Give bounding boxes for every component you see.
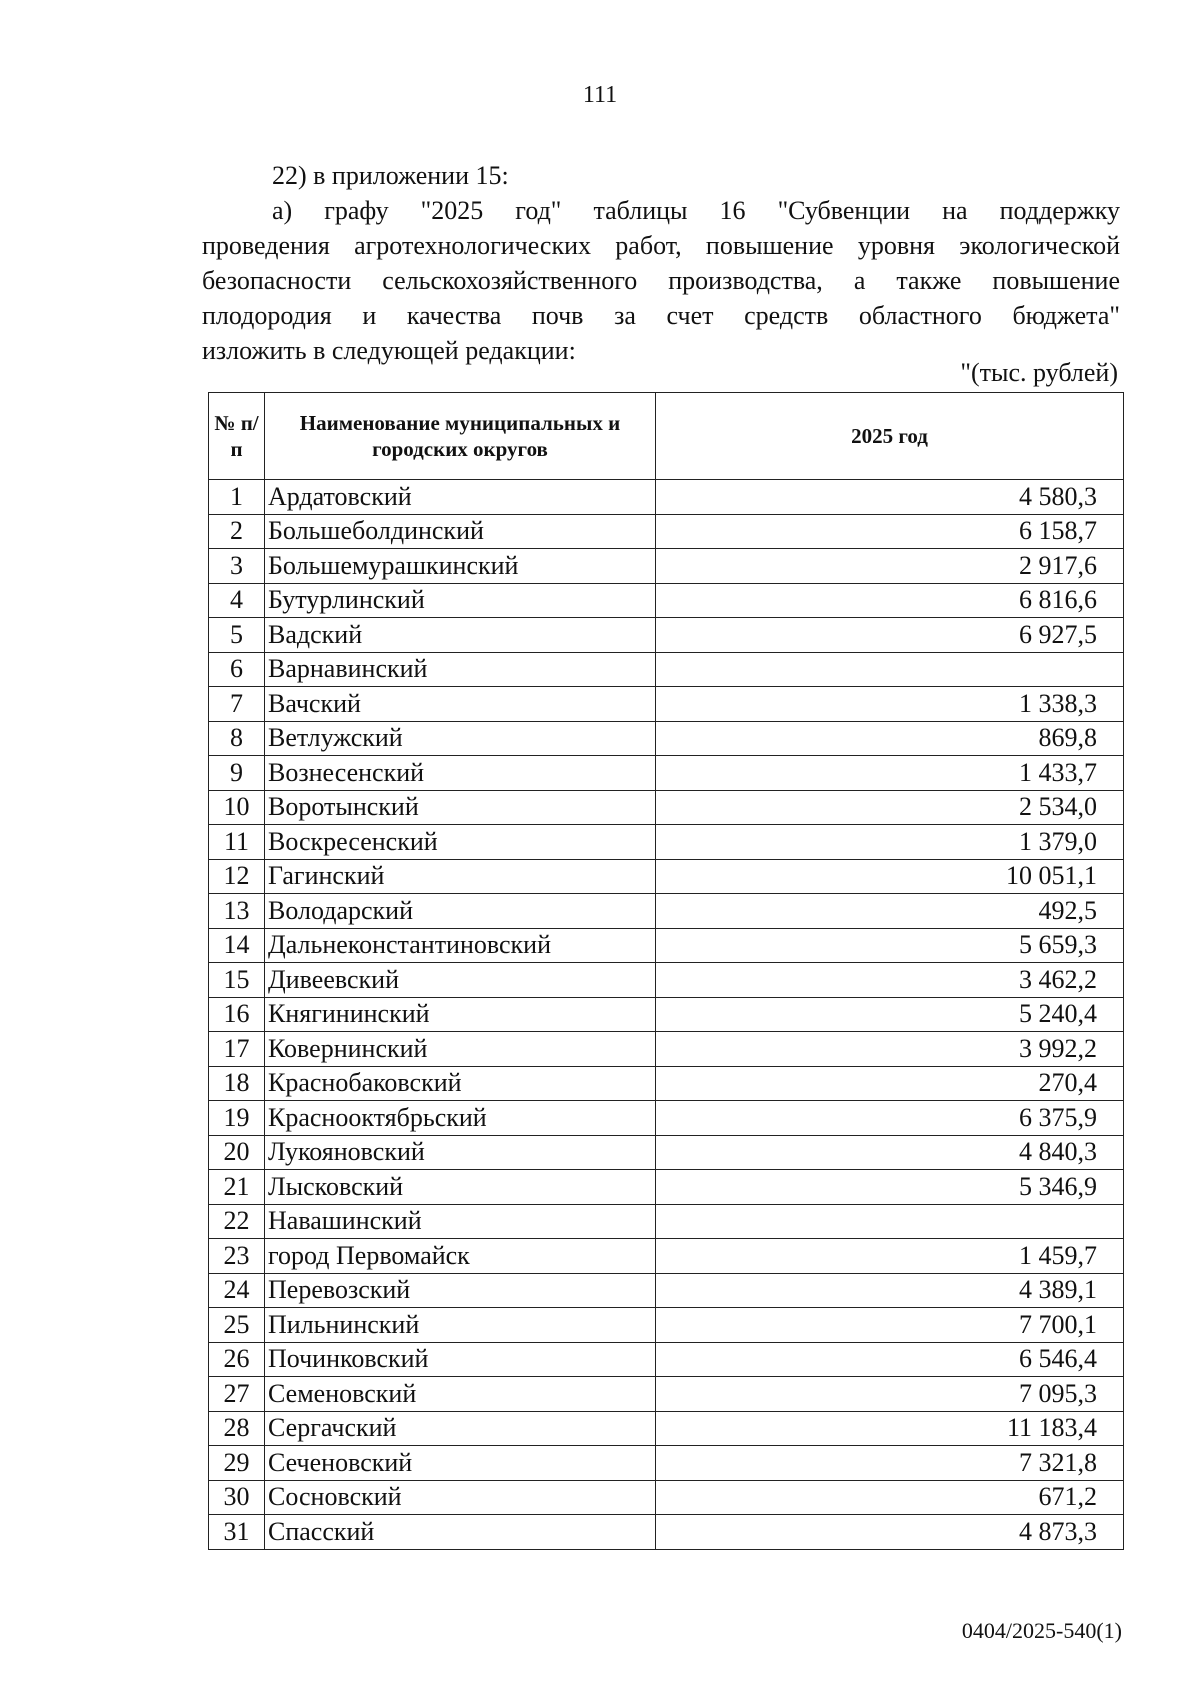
row-number: 6 (209, 652, 265, 687)
row-number: 14 (209, 928, 265, 963)
header-name: Наименование муниципальных и городских округов (265, 393, 656, 480)
row-value: 7 700,1 (656, 1308, 1124, 1343)
row-name: Ветлужский (265, 721, 656, 756)
row-name: Сергачский (265, 1411, 656, 1446)
row-name: Варнавинский (265, 652, 656, 687)
table-row (209, 1377, 1124, 1412)
header-number: № п/п (209, 393, 265, 480)
row-number: 30 (209, 1480, 265, 1515)
row-number: 28 (209, 1411, 265, 1446)
row-number: 16 (209, 997, 265, 1032)
table-row (209, 1101, 1124, 1136)
paragraph-line: плодородия и качества почв за счет средств областного бюджета" (202, 301, 1120, 330)
header-year: 2025 год (656, 393, 1124, 480)
table-row (209, 514, 1124, 549)
table-row (209, 1204, 1124, 1239)
row-name: Дальнеконстантиновский (265, 928, 656, 963)
table-row (209, 1066, 1124, 1101)
row-number: 1 (209, 480, 265, 515)
row-number: 22 (209, 1204, 265, 1239)
row-name: Вадский (265, 618, 656, 653)
row-value: 2 534,0 (656, 790, 1124, 825)
row-name: Гагинский (265, 859, 656, 894)
row-value: 5 240,4 (656, 997, 1124, 1032)
document-code: 0404/2025-540(1) (961, 1618, 1122, 1643)
paragraph-line: изложить в следующей редакции: (202, 336, 576, 365)
row-value: 4 873,3 (656, 1515, 1124, 1550)
table-row (209, 825, 1124, 860)
amendment-paragraph (202, 158, 1120, 368)
paragraph-line: а) графу "2025 год" таблицы 16 "Субвенции на поддержку (272, 196, 1120, 225)
row-number: 12 (209, 859, 265, 894)
row-number: 21 (209, 1170, 265, 1205)
row-number: 10 (209, 790, 265, 825)
row-name: Княгининский (265, 997, 656, 1032)
row-number: 7 (209, 687, 265, 722)
row-name: Дивеевский (265, 963, 656, 998)
row-value: 4 389,1 (656, 1273, 1124, 1308)
row-value: 5 659,3 (656, 928, 1124, 963)
row-value: 7 321,8 (656, 1446, 1124, 1481)
row-number: 3 (209, 549, 265, 584)
row-name: Починковский (265, 1342, 656, 1377)
row-name: Краснобаковский (265, 1066, 656, 1101)
row-value: 5 346,9 (656, 1170, 1124, 1205)
row-name: Лысковский (265, 1170, 656, 1205)
row-name: Ардатовский (265, 480, 656, 515)
row-number: 4 (209, 583, 265, 618)
table-row (209, 618, 1124, 653)
row-value: 6 816,6 (656, 583, 1124, 618)
table-row (209, 963, 1124, 998)
row-name: Краснооктябрьский (265, 1101, 656, 1136)
row-name: Навашинский (265, 1204, 656, 1239)
row-value: 270,4 (656, 1066, 1124, 1101)
row-name: Сеченовский (265, 1446, 656, 1481)
table-row (209, 652, 1124, 687)
table-row (209, 583, 1124, 618)
table-row (209, 928, 1124, 963)
table-row (209, 859, 1124, 894)
row-number: 26 (209, 1342, 265, 1377)
row-name: Володарский (265, 894, 656, 929)
row-value: 7 095,3 (656, 1377, 1124, 1412)
row-name: Большемурашкинский (265, 549, 656, 584)
row-name: Ковернинский (265, 1032, 656, 1067)
table-row (209, 1308, 1124, 1343)
paragraph-line: безопасности сельскохозяйственного производства, а также повышение (202, 266, 1120, 295)
row-number: 20 (209, 1135, 265, 1170)
row-number: 15 (209, 963, 265, 998)
row-name: город Первомайск (265, 1239, 656, 1274)
subvention-table (208, 392, 1124, 1550)
table-row (209, 480, 1124, 515)
row-value: 6 927,5 (656, 618, 1124, 653)
table-row (209, 1170, 1124, 1205)
table-body (209, 480, 1124, 1550)
row-value: 3 462,2 (656, 963, 1124, 998)
table-row (209, 549, 1124, 584)
row-name: Вачский (265, 687, 656, 722)
row-name: Воротынский (265, 790, 656, 825)
table-row (209, 1446, 1124, 1481)
row-name: Воскресенский (265, 825, 656, 860)
item-heading: 22) в приложении 15: (272, 161, 509, 190)
row-number: 9 (209, 756, 265, 791)
row-value: 2 917,6 (656, 549, 1124, 584)
table-row (209, 687, 1124, 722)
row-number: 8 (209, 721, 265, 756)
row-value: 1 433,7 (656, 756, 1124, 791)
table-row (209, 1239, 1124, 1274)
row-name: Перевозский (265, 1273, 656, 1308)
row-name: Большеболдинский (265, 514, 656, 549)
row-value: 869,8 (656, 721, 1124, 756)
row-number: 13 (209, 894, 265, 929)
row-value: 1 459,7 (656, 1239, 1124, 1274)
row-value: 6 158,7 (656, 514, 1124, 549)
table-row (209, 1411, 1124, 1446)
row-value: 3 992,2 (656, 1032, 1124, 1067)
row-number: 23 (209, 1239, 265, 1274)
row-name: Семеновский (265, 1377, 656, 1412)
row-name: Пильнинский (265, 1308, 656, 1343)
row-name: Спасский (265, 1515, 656, 1550)
table-header-row (209, 393, 1124, 480)
page-number: 111 (582, 82, 618, 108)
row-value: 4 840,3 (656, 1135, 1124, 1170)
row-number: 18 (209, 1066, 265, 1101)
row-value: 6 375,9 (656, 1101, 1124, 1136)
row-name: Бутурлинский (265, 583, 656, 618)
table-row (209, 1032, 1124, 1067)
row-number: 24 (209, 1273, 265, 1308)
row-number: 11 (209, 825, 265, 860)
row-number: 27 (209, 1377, 265, 1412)
row-value: 671,2 (656, 1480, 1124, 1515)
paragraph-line: проведения агротехнологических работ, повышение уровня экологической (202, 231, 1120, 260)
row-number: 17 (209, 1032, 265, 1067)
table-row (209, 1273, 1124, 1308)
table-row (209, 721, 1124, 756)
row-name: Вознесенский (265, 756, 656, 791)
row-value: 6 546,4 (656, 1342, 1124, 1377)
table-row (209, 1342, 1124, 1377)
row-number: 29 (209, 1446, 265, 1481)
row-value: 4 580,3 (656, 480, 1124, 515)
table-row (209, 1480, 1124, 1515)
row-number: 19 (209, 1101, 265, 1136)
table-row (209, 894, 1124, 929)
row-value (656, 652, 1124, 687)
table-row (209, 756, 1124, 791)
row-value: 1 338,3 (656, 687, 1124, 722)
row-value: 1 379,0 (656, 825, 1124, 860)
table-row (209, 790, 1124, 825)
row-name: Лукояновский (265, 1135, 656, 1170)
table-row (209, 1515, 1124, 1550)
row-value (656, 1204, 1124, 1239)
units-label: "(тыс. рублей) (960, 358, 1118, 387)
row-value: 11 183,4 (656, 1411, 1124, 1446)
row-value: 10 051,1 (656, 859, 1124, 894)
row-value: 492,5 (656, 894, 1124, 929)
row-number: 25 (209, 1308, 265, 1343)
row-number: 2 (209, 514, 265, 549)
row-name: Сосновский (265, 1480, 656, 1515)
table-row (209, 997, 1124, 1032)
table-row (209, 1135, 1124, 1170)
row-number: 31 (209, 1515, 265, 1550)
row-number: 5 (209, 618, 265, 653)
